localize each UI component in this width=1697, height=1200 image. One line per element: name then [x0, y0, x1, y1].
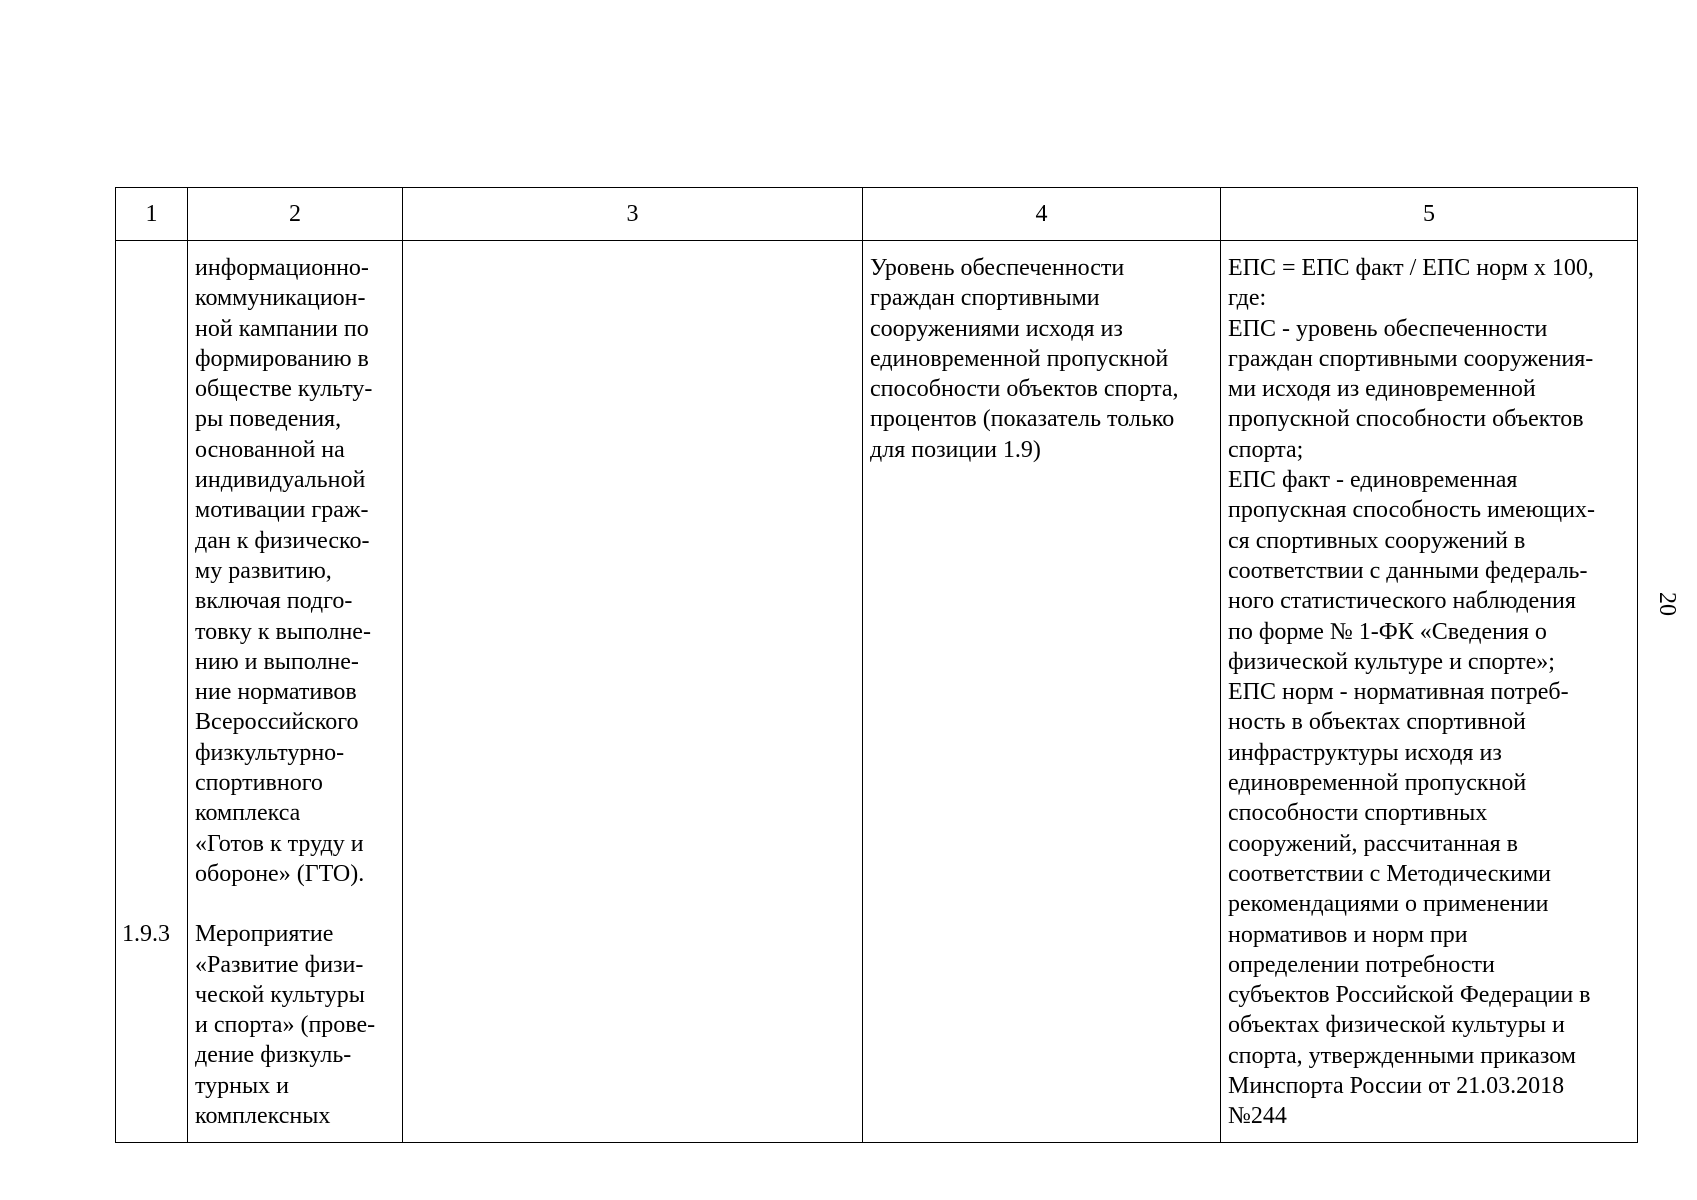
- header-col-3: 3: [403, 188, 863, 241]
- activity-text-event: Мероприятие «Развитие физи- ческой культуры и спорта» (прове- дение физкуль- турных и комплексных: [195, 921, 376, 1130]
- document-table: [115, 187, 1638, 1143]
- formula-cell: [1221, 241, 1638, 1143]
- cell-spacer: [122, 253, 185, 919]
- header-col-1: 1: [116, 188, 188, 241]
- header-col-5: 5: [1221, 188, 1638, 241]
- header-col-4: 4: [863, 188, 1221, 241]
- page-number: 20: [1654, 592, 1680, 616]
- activity-cell: [188, 241, 403, 1143]
- empty-cell: [403, 241, 863, 1143]
- formula-text: ЕПС = ЕПС факт / ЕПС норм х 100, где: ЕПС - уровень обеспеченности граждан спортивными сооружения- ми исходя из единовременной пропускной способности объектов спорта; ЕПС факт - единовременная пропускная способность имеющих- ся спортивных сооружений в соответствии с данными федераль- ного статистического наблюдения по форме № 1-ФК «Сведения о физической культуре и спорте»; ЕПС норм - нормативная потреб- ность в объектах спортивной инфраструктуры исходя из единовременной пропускной способности спортивных сооружений, рассчитанная в соответствии с Методическими рекомендациями о применении нормативов и норм при определении потребности субъектов Российской Федерации в объектах физической культуры и спорта, утвержденными приказом Минспорта России от 21.03.2018 №244: [1228, 255, 1595, 1130]
- header-col-2: 2: [188, 188, 403, 241]
- indicator-text: Уровень обеспеченности граждан спортивными сооружениями исходя из единовременной пропускной способности объектов спорта, процентов (показатель только для позиции 1.9): [870, 255, 1179, 463]
- table-row: [116, 241, 1638, 1143]
- table-header-row: [116, 188, 1638, 241]
- indicator-cell: [863, 241, 1221, 1143]
- activity-text-continued: информационно- коммуникацион- ной кампании по формированию в обществе культу- ры поведения, основанной на индивидуальной мотивации граж- дан к физическо- му развитию, включая подго- товку к выполне- нию и выполне- ние нормативов Всероссийского физкультурно- спортивного комплекса «Готов к труду и обороне» (ГТО).: [195, 255, 373, 887]
- item-number-cell: [116, 241, 188, 1143]
- item-number: 1.9.3: [122, 921, 170, 947]
